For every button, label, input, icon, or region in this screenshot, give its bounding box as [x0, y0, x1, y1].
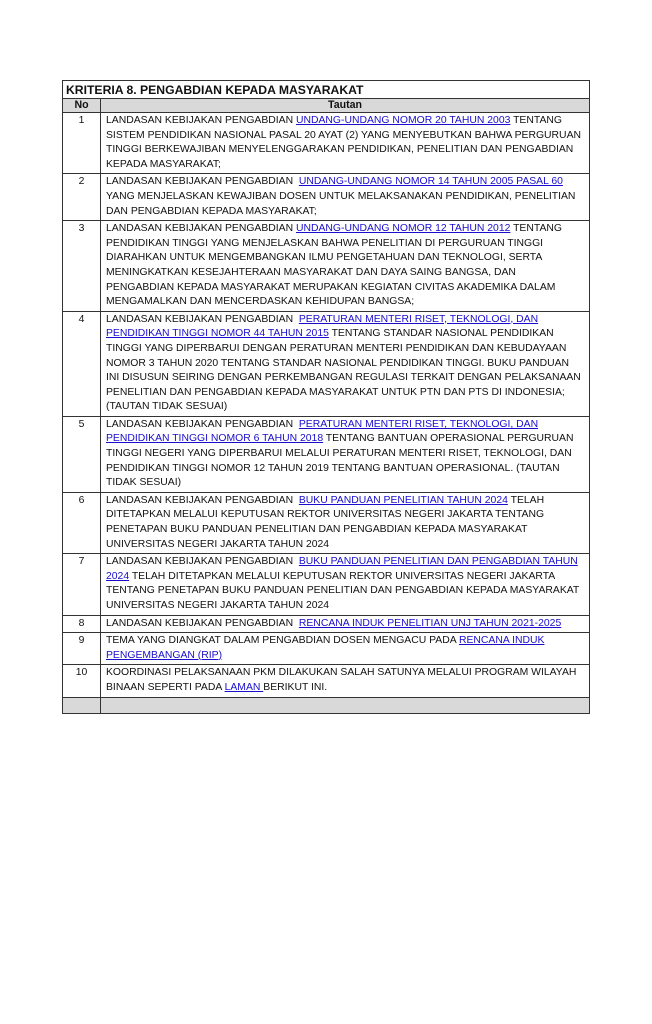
row-number: 2 — [63, 174, 101, 221]
row-link[interactable]: LAMAN — [224, 681, 264, 693]
row-text-before: LANDASAN KEBIJAKAN PENGABDIAN — [106, 223, 296, 235]
row-number: 4 — [63, 311, 101, 416]
table-row — [63, 554, 590, 615]
empty-cell-no — [63, 697, 101, 713]
table-title: KRITERIA 8. PENGABDIAN KEPADA MASYARAKAT — [63, 81, 590, 99]
row-number: 8 — [63, 615, 101, 633]
table-row — [63, 492, 590, 553]
row-text-before: LANDASAN KEBIJAKAN PENGABDIAN — [106, 176, 299, 188]
row-link[interactable]: UNDANG-UNDANG NOMOR 20 TAHUN 2003 — [295, 115, 511, 126]
row-link[interactable]: PERATURAN MENTERI RISET, TEKNOLOGI, DAN PENDIDIKAN TINGGI NOMOR 44 TAHUN 2015 — [106, 313, 539, 340]
table-row — [63, 311, 590, 416]
row-text-after: BERIKUT INI. — [263, 681, 328, 693]
row-number: 6 — [63, 492, 101, 553]
row-tautan — [101, 311, 590, 416]
row-tautan — [101, 416, 590, 492]
row-link[interactable]: RENCANA INDUK PENGEMBANGAN (RIP) — [106, 635, 545, 661]
table-title-row — [63, 81, 590, 99]
row-link[interactable]: PERATURAN MENTERI RISET, TEKNOLOGI, DAN PENDIDIKAN TINGGI NOMOR 6 TAHUN 2018 — [106, 418, 539, 445]
table-row — [63, 113, 590, 174]
row-number: 1 — [63, 113, 101, 174]
row-tautan — [101, 174, 590, 221]
empty-cell-tautan — [101, 697, 590, 713]
row-tautan — [101, 221, 590, 312]
row-tautan — [101, 554, 590, 615]
table-row — [63, 221, 590, 312]
row-tautan — [101, 633, 590, 665]
row-text-after: TENTANG SISTEM PENDIDIKAN NASIONAL PASAL 20 AYAT (2) YANG MENYEBUTKAN BAHWA PERGURUAN TINGGI BERKEWAJIBAN MENYELENGGARAKAN PENDIDIKAN, PENELITIAN DAN PENGABDIAN KEPADA MASYARAKAT; — [106, 115, 582, 170]
criteria-table — [62, 80, 590, 714]
row-link[interactable]: UNDANG-UNDANG NOMOR 14 TAHUN 2005 PASAL 60 — [298, 176, 563, 188]
row-text-after: TENTANG PENDIDIKAN TINGGI YANG MENJELASKAN BAHWA PENELITIAN DI PERGURUAN TINGGI DIARAHKAN UNTUK MENGEMBANGKAN ILMU PENGETAHUAN DAN TEKNOLOGI, SERTA MENINGKATKAN KESEJAHTERAAN MASYARAKAT DAN DAYA SAING BANGSA, DAN PENGABDIAN KEPADA MASYARAKAT MERUPAKAN KEGIATAN CIVITAS AKADEMIKA DALAM MENGAMALKAN DAN MENCERDASKAN KEHIDUPAN BANGSA; — [106, 223, 562, 308]
table-row — [63, 416, 590, 492]
row-number: 3 — [63, 221, 101, 312]
header-tautan: Tautan — [101, 99, 590, 113]
empty-row — [63, 697, 590, 713]
row-tautan — [101, 492, 590, 553]
row-tautan — [101, 615, 590, 633]
row-text-before: LANDASAN KEBIJAKAN PENGABDIAN — [106, 494, 299, 506]
row-text-after: TENTANG STANDAR NASIONAL PENDIDIKAN TINGGI YANG DIPERBARUI DENGAN PERATURAN MENTERI PENDIDIKAN DAN KEBUDAYAAN NOMOR 3 TAHUN 2020 TENTANG STANDAR NASIONAL PENDIDIKAN TINGGI. BUKU PANDUAN INI DISUSUN SEIRING DENGAN PERKEMBANGAN REGULASI TERKAIT DENGAN PELAKSANAAN PENELITIAN DAN PENGABDIAN KEPADA MASYARAKAT UNTUK PTN DAN PTS DI INDONESIA; (TAUTAN TIDAK SESUAI) — [106, 328, 581, 413]
row-text-before: LANDASAN KEBIJAKAN PENGABDIAN — [106, 617, 299, 629]
row-text-after: YANG MENJELASKAN KEWAJIBAN DOSEN UNTUK MELAKSANAKAN PENDIDIKAN, PENELITIAN DAN PENGABDIAN KEPADA MASYARAKAT; — [106, 190, 576, 217]
row-number: 5 — [63, 416, 101, 492]
row-number: 7 — [63, 554, 101, 615]
table-body — [63, 113, 590, 698]
row-text-after: TENTANG BANTUAN OPERASIONAL PERGURUAN TINGGI NEGERI YANG DIPERBARUI MELALUI PERATURAN MENTERI RISET, TEKNOLOGI, DAN PENDIDIKAN TINGGI NOMOR 12 TAHUN 2019 TENTANG BANTUAN OPERASIONAL. (TAUTAN TIDAK SESUAI) — [106, 433, 574, 489]
criteria-sheet — [62, 80, 590, 714]
table-row — [63, 665, 590, 697]
header-no: No — [63, 99, 101, 113]
row-number: 9 — [63, 633, 101, 665]
table-row — [63, 615, 590, 633]
row-text-after: TELAH DITETAPKAN MELALUI KEPUTUSAN REKTOR UNIVERSITAS NEGERI JAKARTA TENTANG PENETAPAN BUKU PANDUAN PENELITIAN DAN PENGABDIAN KEPADA MASYARAKAT UNIVERSITAS NEGERI JAKARTA TAHUN 2024 — [106, 494, 545, 550]
row-text-before: LANDASAN KEBIJAKAN PENGABDIAN — [106, 556, 299, 568]
row-text-before: LANDASAN KEBIJAKAN PENGABDIAN — [106, 313, 299, 325]
table-row — [63, 174, 590, 221]
row-tautan — [101, 665, 590, 697]
table-row — [63, 633, 590, 665]
row-text-before: LANDASAN KEBIJAKAN PENGABDIAN — [106, 418, 299, 430]
row-text-before: TEMA YANG DIANGKAT DALAM PENGABDIAN DOSEN MENGACU PADA — [106, 635, 459, 647]
row-link[interactable]: RENCANA INDUK PENELITIAN UNJ TAHUN 2021-2025 — [298, 617, 562, 629]
row-text-after: TELAH DITETAPKAN MELALUI KEPUTUSAN REKTOR UNIVERSITAS NEGERI JAKARTA TENTANG PENETAPAN BUKU PANDUAN PENELITIAN DAN PENGABDIAN KEPADA MASYARAKAT UNIVERSITAS NEGERI JAKARTA TAHUN 2024 — [106, 570, 580, 611]
row-link[interactable]: BUKU PANDUAN PENELITIAN TAHUN 2024 — [298, 494, 508, 506]
row-text-before: KOORDINASI PELAKSANAAN PKM DILAKUKAN SALAH SATUNYA MELALUI PROGRAM WILAYAH BINAAN SEPERTI PADA — [106, 667, 580, 693]
row-text-before: LANDASAN KEBIJAKAN PENGABDIAN — [106, 115, 296, 126]
row-tautan — [101, 113, 590, 174]
table-header-row — [63, 99, 590, 113]
row-number: 10 — [63, 665, 101, 697]
row-link[interactable]: UNDANG-UNDANG NOMOR 12 TAHUN 2012 — [295, 223, 511, 235]
row-link[interactable]: BUKU PANDUAN PENELITIAN DAN PENGABDIAN TAHUN 2024 — [106, 556, 578, 582]
